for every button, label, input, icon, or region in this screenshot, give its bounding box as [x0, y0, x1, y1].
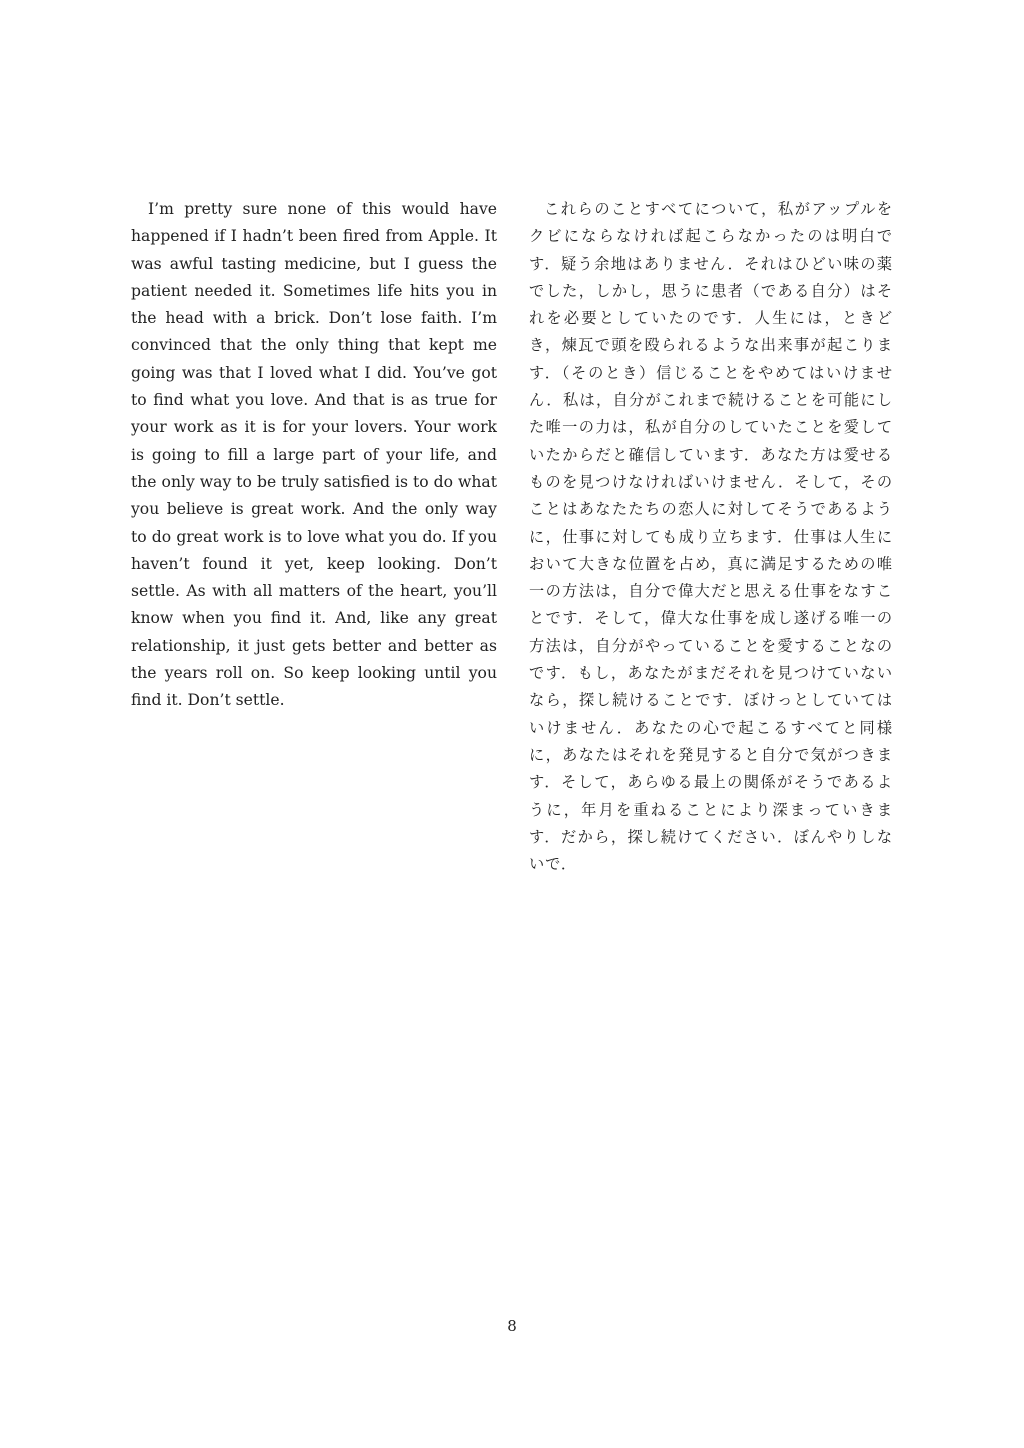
- japanese-text-column: [529, 196, 893, 878]
- page-number: 8: [507, 1317, 517, 1335]
- english-text-column: [131, 196, 497, 715]
- japanese-paragraph: これらのことすべてについて，私がアップルをクビにならなければ起こらなかったのは明白です．疑う余地はありません．それはひどい味の薬でした，しかし，思うに患者（である自分）はそれを必要としていたのです．人生には，ときどき，煉瓦で頭を殴られるような出来事が起こります．（そのとき）信じることをやめてはいけません．私は，自分がこれまで続けることを可能にした唯一の力は，私が自分のしていたことを愛していたからだと確信しています．あなた方は愛せるものを見つけなければいけません．そして，そのことはあなたたちの恋人に対してそうであるように，仕事に対しても成り立ちます．仕事は人生において大きな位置を占め，真に満足するための唯一の方法は，自分で偉大だと思える仕事をなすことです．そして，偉大な仕事を成し遂げる唯一の方法は，自分がやっていることを愛することなのです．もし，あなたがまだそれを見つけていないなら，探し続けることです．ぼけっとしていてはいけません．あなたの心で起こるすべてと同様に，あなたはそれを発見すると自分で気がつきます．そして，あらゆる最上の関係がそうであるように，年月を重ねることにより深まっていきます．だから，探し続けてください．ぼんやりしないで．: [529, 200, 893, 874]
- english-paragraph: I’m pretty sure none of this would have happened if I hadn’t been fired from Apple. It was awful tasting medicine, but I guess the patient needed it. Sometimes life hits you in the head with a brick. Don’t lose faith. I’m convinced that the only thing that kept me going was that I loved what I did. You’ve got to find what you love. And that is as true for your work as it is for your lovers. Your work is going to fill a large part of your life, and the only way to be truly satisfied is to do what you believe is great work. And the only way to do great work is to love what you do. If you haven’t found it yet, keep looking. Don’t settle. As with all matters of the heart, you’ll know when you find it. And, like any great relationship, it just gets better and better as the years roll on. So keep looking until you find it. Don’t settle.: [131, 200, 497, 710]
